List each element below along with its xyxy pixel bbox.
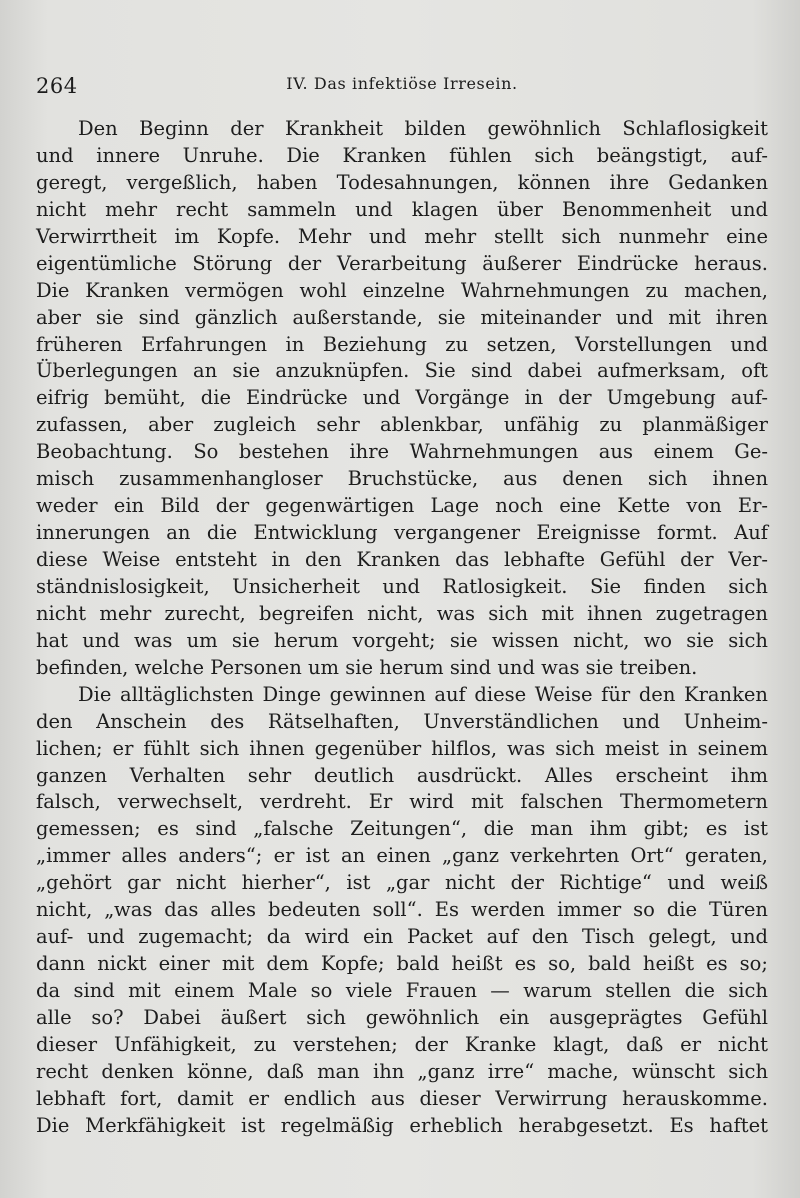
text-line: „gehört gar nicht hierher“, ist „gar nicht der Richtige“ und weiß [36,871,768,895]
text-line: Beobachtung. So bestehen ihre Wahrnehmungen aus einem Ge- [36,440,768,464]
text-line: nicht mehr recht sammeln und klagen über Benommenheit und [36,197,768,221]
text-line: zufassen, aber zugleich sehr ablenkbar, unfähig zu planmäßiger [36,413,768,437]
text-line: „immer alles anders“; er ist an einen „ganz verkehrten Ort“ geraten, [36,844,768,868]
text-line: recht denken könne, daß man ihn „ganz irre“ mache, wünscht sich [36,1059,768,1083]
text-line: Die alltäglichsten Dinge gewinnen auf diese Weise für den Kranken [78,682,768,706]
text-line: misch zusammenhangloser Bruchstücke, aus denen sich ihnen [36,467,768,491]
text-line: den Anschein des Rätselhaften, Unverständlichen und Unheim- [36,709,768,733]
text-line: alle so? Dabei äußert sich gewöhnlich ein ausgeprägtes Gefühl [36,1005,768,1029]
page-number: 264 [36,74,78,98]
text-line: Den Beginn der Krankheit bilden gewöhnlich Schlaflosigkeit [78,117,768,140]
text-line: früheren Erfahrungen in Beziehung zu setzen, Vorstellungen und [36,332,768,356]
text-line: Verwirrtheit im Kopfe. Mehr und mehr stellt sich nunmehr eine [36,224,768,248]
text-line: hat und was um sie herum vorgeht; sie wissen nicht, wo sie sich [36,628,768,652]
text-line: da sind mit einem Male so viele Frauen — warum stellen die sich [36,979,768,1002]
text-line: dann nickt einer mit dem Kopfe; bald heißt es so, bald heißt es so; [36,952,768,976]
text-line: ganzen Verhalten sehr deutlich ausdrückt. Alles erscheint ihm [36,763,768,787]
text-line: befinden, welche Personen um sie herum sind und was sie treiben. [36,655,698,679]
text-line: lichen; er fühlt sich ihnen gegenüber hilflos, was sich meist in seinem [36,736,768,760]
body-text [36,116,768,1140]
text-line: nicht, „was das alles bedeuten soll“. Es werden immer so die Türen [36,898,768,922]
text-line: eigentümliche Störung der Verarbeitung äußerer Eindrücke heraus. [36,251,768,275]
text-line: Die Kranken vermögen wohl einzelne Wahrnehmungen zu machen, [36,278,768,302]
page-header [36,68,768,108]
text-line: diese Weise entsteht in den Kranken das lebhafte Gefühl der Ver- [36,548,768,571]
text-line: ständnislosigkeit, Unsicherheit und Ratlosigkeit. Sie finden sich [36,574,768,598]
text-line: falsch, verwechselt, verdreht. Er wird mit falschen Thermometern [36,790,768,814]
text-line: gemessen; es sind „falsche Zeitungen“, die man ihm gibt; es ist [36,817,768,841]
text-line: nicht mehr zurecht, begreifen nicht, was sich mit ihnen zugetragen [36,601,768,625]
text-line: aber sie sind gänzlich außerstande, sie miteinander und mit ihren [36,305,768,329]
text-line: geregt, vergeßlich, haben Todesahnungen, können ihre Gedanken [36,170,768,194]
text-line: auf- und zugemacht; da wird ein Packet auf den Tisch gelegt, und [36,925,768,949]
text-line: innerungen an die Entwicklung vergangener Ereignisse formt. Auf [36,521,768,545]
running-head: IV. Das infektiöse Irresein. [286,74,518,93]
text-line: Die Merkfähigkeit ist regelmäßig erheblich herabgesetzt. Es haftet [36,1113,768,1137]
text-line: lebhaft fort, damit er endlich aus dieser Verwirrung herauskomme. [36,1086,768,1110]
text-line: eifrig bemüht, die Eindrücke und Vorgänge in der Umgebung auf- [36,386,768,410]
text-line: dieser Unfähigkeit, zu verstehen; der Kranke klagt, daß er nicht [36,1032,768,1056]
text-line: weder ein Bild der gegenwärtigen Lage noch eine Kette von Er- [36,494,768,518]
text-line: und innere Unruhe. Die Kranken fühlen sich beängstigt, auf- [36,143,768,167]
text-line: Überlegungen an sie anzuknüpfen. Sie sind dabei aufmerksam, oft [36,359,768,383]
